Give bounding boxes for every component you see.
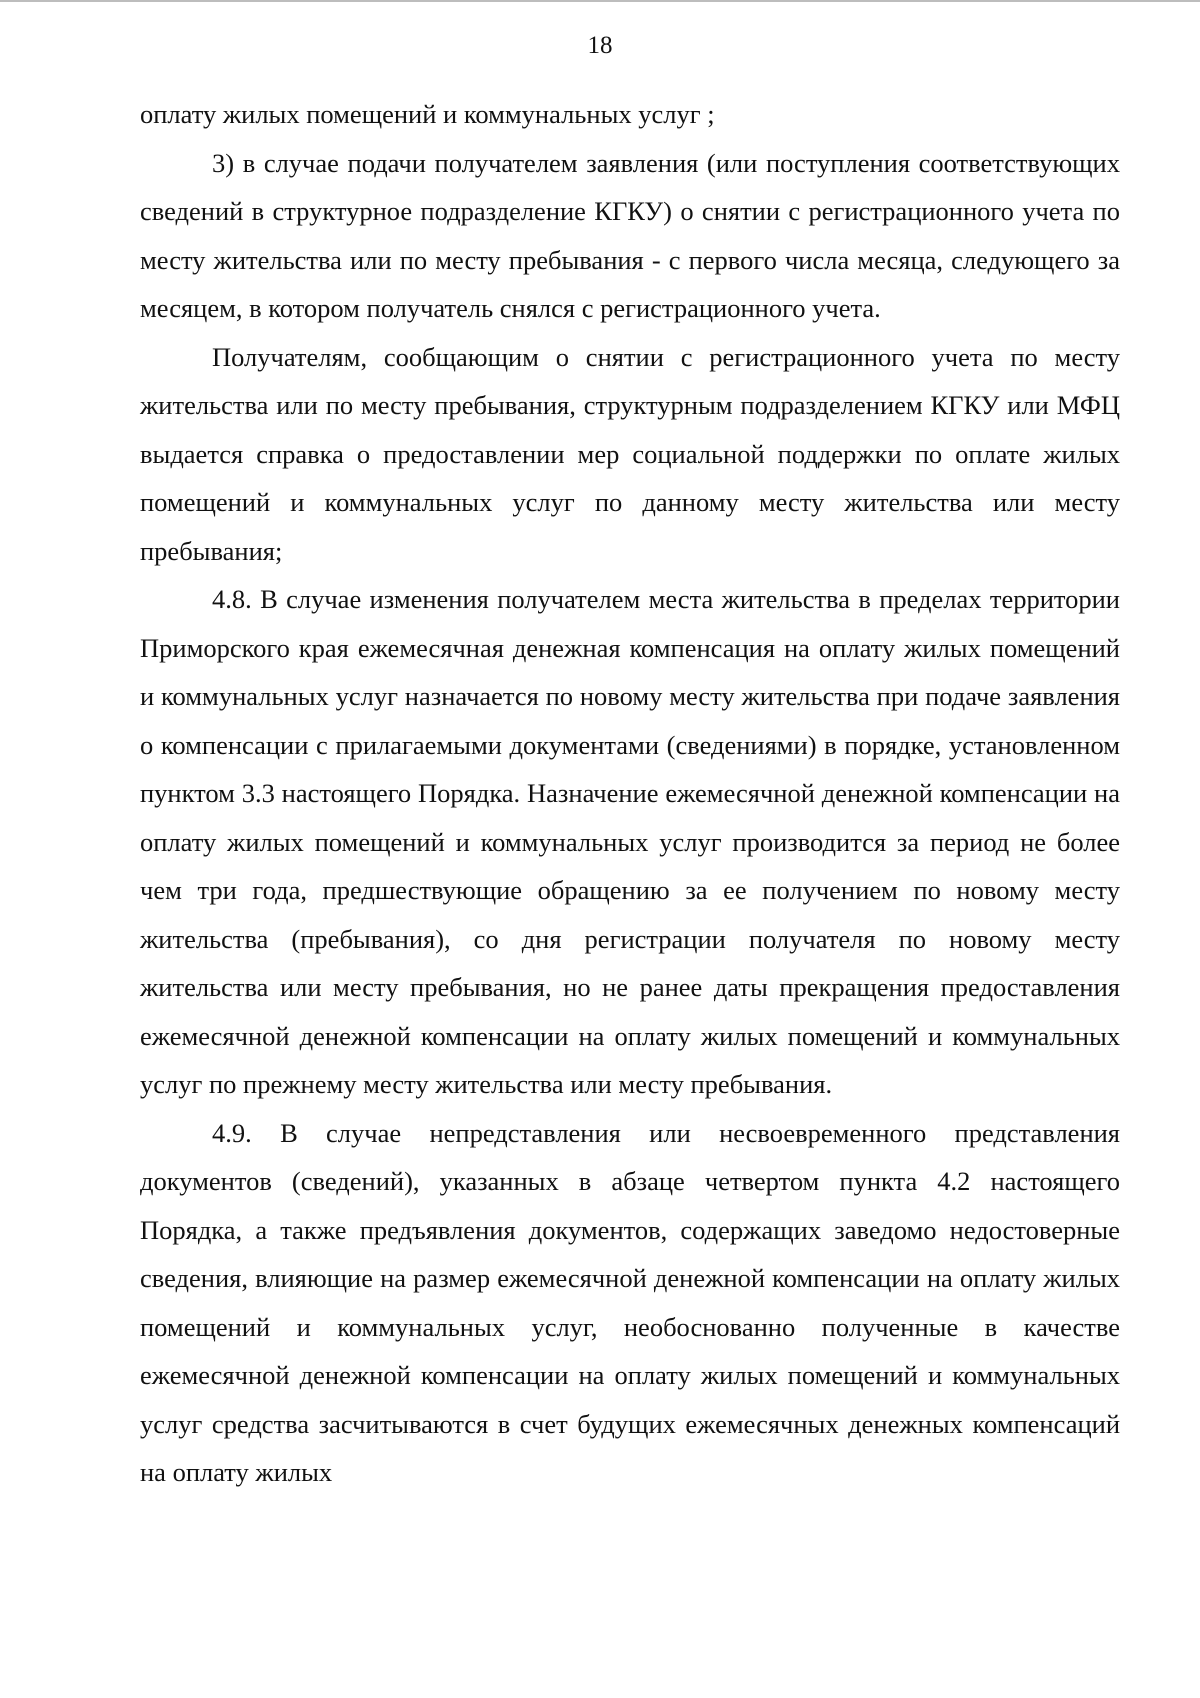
paragraph-continuation: оплату жилых помещений и коммунальных услуг ; xyxy=(140,99,715,129)
document-body xyxy=(140,90,1120,1497)
paragraph-item-3: 3) в случае подачи получателем заявления (или поступления соответствующих сведений в структурное подразделение КГКУ) о снятии с регистрационного учета по месту жительства или по месту пребывания - с первого числа месяца, следующего за месяцем, в котором получатель снялся с регистрационного учета. xyxy=(140,147,1120,323)
paragraph-clause-4-9: 4.9. В случае непредставления или несвоевременного представления документов (сведений), указанных в абзаце четвертом пункта 4.2 настоящего Порядка, а также предъявления документов, содержащих заведомо недостоверные сведения, влияющие на размер ежемесячной денежной компенсации на оплату жилых помещений и коммунальных услуг, необоснованно полученные в качестве ежемесячной денежной компенсации на оплату жилых помещений и коммунальных услуг средства засчитываются в счет будущих ежемесячных денежных компенсаций на оплату жилых xyxy=(140,1117,1120,1487)
paragraph-certificate: Получателям, сообщающим о снятии с регистрационного учета по месту жительства или по месту пребывания, структурным подразделением КГКУ или МФЦ выдается справка о предоставлении мер социальной поддержки по оплате жилых помещений и коммунальных услуг по данному месту жительства или месту пребывания; xyxy=(140,341,1120,566)
page-number: 18 xyxy=(587,32,613,59)
page-top-edge xyxy=(0,0,1200,2)
paragraph-clause-4-8: 4.8. В случае изменения получателем места жительства в пределах территории Приморского края ежемесячная денежная компенсация на оплату жилых помещений и коммунальных услуг назначается по новому месту жительства при подаче заявления о компенсации с прилагаемыми документами (сведениями) в порядке, установленном пунктом 3.3 настоящего Порядка. Назначение ежемесячной денежной компенсации на оплату жилых помещений и коммунальных услуг производится за период не более чем три года, предшествующие обращению за ее получением по новому месту жительства (пребывания), со дня регистрации получателя по новому месту жительства или месту пребывания, но не ранее даты прекращения предоставления ежемесячной денежной компенсации на оплату жилых помещений и коммунальных услуг по прежнему месту жительства или месту пребывания. xyxy=(140,584,1120,1099)
